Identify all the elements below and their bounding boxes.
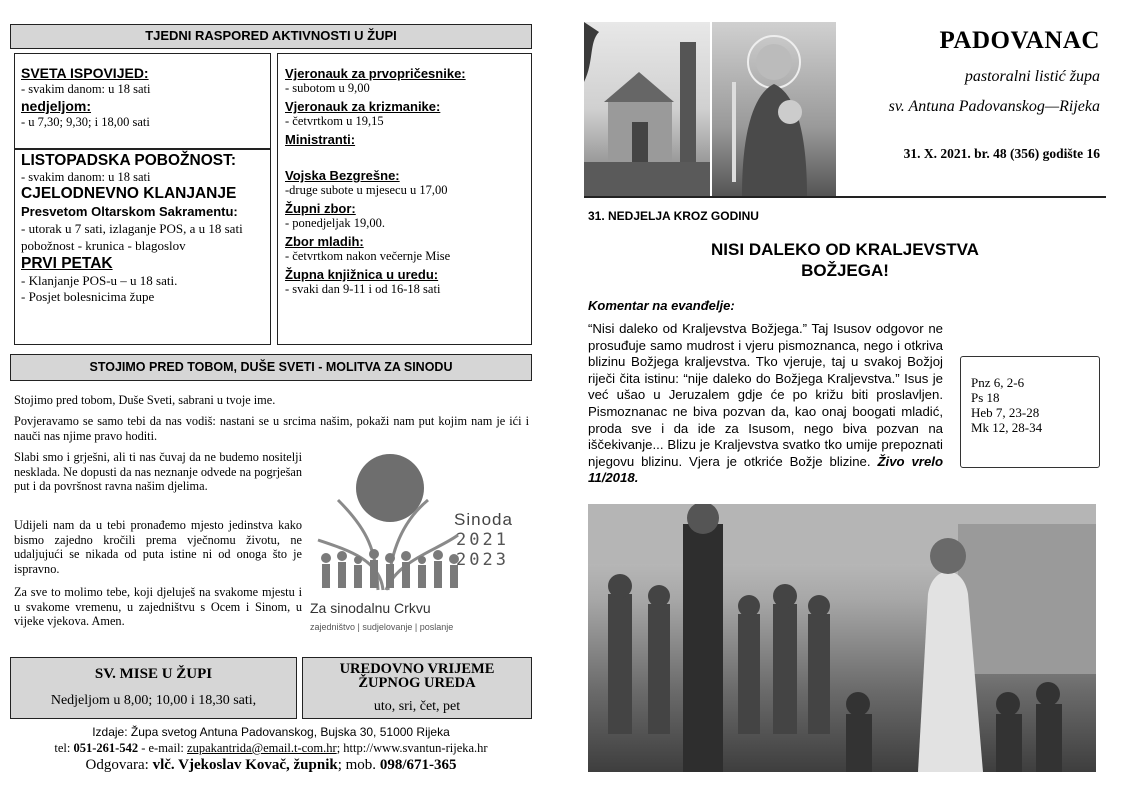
jesus-scribe-photo bbox=[588, 504, 1096, 772]
sunday-label: 31. NEDJELJA KROZ GODINU bbox=[588, 209, 759, 223]
synod-year-1: 2021 bbox=[456, 530, 509, 550]
prayer-title-bar bbox=[10, 354, 532, 381]
footer-mob: 098/671-365 bbox=[379, 757, 457, 773]
adoration-title: CJELODNEVNO KLANJANJE bbox=[21, 185, 237, 202]
headline-line-2: BOŽJEGA! bbox=[801, 261, 889, 280]
church-photo bbox=[584, 22, 710, 196]
synod-tagline: Za sinodalnu Crkvu bbox=[310, 600, 431, 616]
activity-title: Župna knjižnica u uredu: bbox=[285, 267, 439, 282]
adoration-sub: Presvetom Oltarskom Sakramentu: bbox=[21, 204, 238, 219]
synod-word: Sinoda bbox=[454, 510, 513, 529]
office-text: uto, sri, čet, pet bbox=[373, 699, 461, 714]
schedule-title-bar bbox=[10, 24, 532, 49]
prayer-title: STOJIMO PRED TOBOM, DUŠE SVETI - MOLITVA ZA SINODU bbox=[89, 360, 453, 374]
october-text: - svakim danom: u 18 sati bbox=[21, 170, 151, 184]
footer-mob-label: ; mob. bbox=[337, 757, 380, 773]
masses-title: SV. MISE U ŽUPI bbox=[94, 666, 213, 682]
masses-text: Nedjeljom u 8,00; 10,00 i 18,30 sati, bbox=[50, 693, 257, 708]
activities-box bbox=[277, 53, 532, 345]
synod-subtag: zajedništvo | sudjelovanje | poslanje bbox=[310, 622, 454, 632]
friday-line-2: - Posjet bolesnicima župe bbox=[21, 289, 155, 304]
prayer-p2: Povjeravamo se samo tebi da nas vodiš: nastani se u srcima našim, pokaži nam put kojim nam je ići i nauči nas njime pravo hoditi. bbox=[14, 414, 529, 443]
headline-line-1: NISI DALEKO OD KRALJEVSTVA bbox=[711, 240, 979, 259]
footer-tel-label: tel: bbox=[54, 741, 74, 755]
prayer-p1: Stojimo pred tobom, Duše Sveti, sabrani u tvoje ime. bbox=[14, 393, 276, 407]
masthead-sub-1: pastoralni listić župa bbox=[964, 68, 1100, 85]
activity-title: Župni zbor: bbox=[285, 201, 356, 216]
office-title: UREDOVNO VRIJEME ŽUPNOG UREDA bbox=[339, 661, 495, 691]
readings-scroll bbox=[960, 356, 1100, 468]
activity-text: - svaki dan 9-11 i od 16-18 sati bbox=[285, 282, 441, 296]
confession-weekday: - svakim danom: u 18 sati bbox=[21, 82, 151, 96]
synod-logo bbox=[308, 440, 530, 640]
activity-title: Vjeronauk za krizmanike: bbox=[285, 99, 441, 114]
reading-1: Pnz 6, 2-6 bbox=[971, 375, 1025, 390]
confession-sunday-label: nedjeljom: bbox=[21, 98, 92, 114]
activity-text: -druge subote u mjesecu u 17,00 bbox=[285, 183, 448, 197]
schedule-title: TJEDNI RASPORED AKTIVNOSTI U ŽUPI bbox=[145, 28, 397, 43]
activity-title: Vojska Bezgrešne: bbox=[285, 168, 400, 183]
activity-text: - ponedjeljak 19,00. bbox=[285, 216, 385, 230]
prayer-p5: Za sve to molimo tebe, koji djeluješ na svakome mjestu i u svakome vremenu, u zajedništvu s Ocem i Sinom, u vijeke vjekova. Amen. bbox=[14, 585, 302, 628]
activity-title: Ministranti: bbox=[285, 132, 356, 147]
october-title: LISTOPADSKA POBOŽNOST: bbox=[21, 152, 237, 169]
masthead-rule bbox=[584, 196, 1106, 198]
synod-year-2: 2023 bbox=[456, 550, 509, 570]
church-photo-art bbox=[584, 22, 710, 196]
footer-email-label: - e-mail: bbox=[138, 741, 188, 755]
st-anthony-image bbox=[712, 22, 836, 196]
activity-text bbox=[285, 147, 525, 165]
masthead-title: PADOVANAC bbox=[939, 27, 1100, 54]
footer-tel: 051-261-542 bbox=[73, 741, 139, 755]
st-anthony-art bbox=[712, 22, 836, 196]
reading-4: Mk 12, 28-34 bbox=[971, 420, 1043, 435]
adoration-text: - utorak u 7 sati, izlaganje POS, a u 18 sati pobožnost - krunica - blagoslov bbox=[21, 221, 243, 253]
footer-resp: vlč. Vjekoslav Kovač, župnik bbox=[152, 757, 338, 773]
footer-web: ; http://www.svantun-rijeka.hr bbox=[336, 741, 488, 755]
footer-contact bbox=[0, 741, 542, 756]
issue-info: 31. X. 2021. br. 48 (356) godište 16 bbox=[903, 146, 1100, 161]
activity-title: Vjeronauk za prvopričesnike: bbox=[285, 66, 466, 81]
confession-box bbox=[14, 53, 271, 149]
reading-3: Heb 7, 23-28 bbox=[971, 405, 1040, 420]
jesus-scribe-art bbox=[588, 504, 1096, 772]
friday-line-1: - Klanjanje POS-u – u 18 sati. bbox=[21, 273, 178, 288]
footer-resp-label: Odgovara: bbox=[85, 757, 153, 773]
confession-sunday: - u 7,30; 9,30; i 18,00 sati bbox=[21, 115, 150, 129]
prayer-p4: Udijeli nam da u tebi pronađemo mjesto jedinstva kako bismo zajedno kročili prema vječnomu životu, ne udaljujući se nikada od puta istine ni od onoga što je ispravno. bbox=[14, 518, 302, 576]
footer-responsible bbox=[0, 757, 542, 774]
office-box bbox=[302, 657, 532, 719]
comment-source: Živo vrelo 11/2018. bbox=[588, 453, 943, 486]
confession-title: SVETA ISPOVIJED: bbox=[21, 65, 149, 81]
footer-email-link[interactable]: zupakantrida@email.t-com.hr bbox=[187, 741, 337, 755]
activity-title: Zbor mladih: bbox=[285, 234, 364, 249]
activity-text: - četvrtkom u 19,15 bbox=[285, 114, 384, 128]
devotions-box bbox=[14, 149, 271, 345]
comment-label: Komentar na evanđelje: bbox=[588, 298, 735, 313]
comment-text: “Nisi daleko od Kraljevstva Božjega.” Taj Isusov odgovor ne prosuđuje samo mudrost i vjeru pismoznanca, nego i otkriva blizinu Božjega kraljevstva. Tko vjeruje, taj u svakoj Božjoj riječi čita istinu: “nije daleko do Božjega Kraljevstva.” Isus je već ušao u Jeruzalem gdje će po križu biti proslavljen. Pismoznanac ne biva pozvan da, kao onaj boogati mladić, proda sve i da ide za Isusom, nego biva pozvan na iščekivanje... Blizu je Kraljevstva svatko tko umije prepoznati njegovu blizinu. Vjera je otkriće Božje blizine. bbox=[588, 321, 943, 469]
prayer-p3: Slabi smo i grješni, ali ti nas čuvaj da ne budemo nositelji nesklada. Ne dopusti da nas neznanje odvede na pogrješan put i da površnost ravna našim djelima. bbox=[14, 450, 302, 493]
masthead-sub-2: sv. Antuna Padovanskog—Rijeka bbox=[888, 98, 1100, 115]
activity-text: - subotom u 9,00 bbox=[285, 81, 370, 95]
masses-box bbox=[10, 657, 297, 719]
footer-publisher: Izdaje: Župa svetog Antuna Padovanskog, Bujska 30, 51000 Rijeka bbox=[92, 725, 450, 739]
friday-title: PRVI PETAK bbox=[21, 255, 113, 272]
reading-2: Ps 18 bbox=[971, 390, 1000, 405]
activity-text: - četvrtkom nakon večernje Mise bbox=[285, 249, 451, 263]
